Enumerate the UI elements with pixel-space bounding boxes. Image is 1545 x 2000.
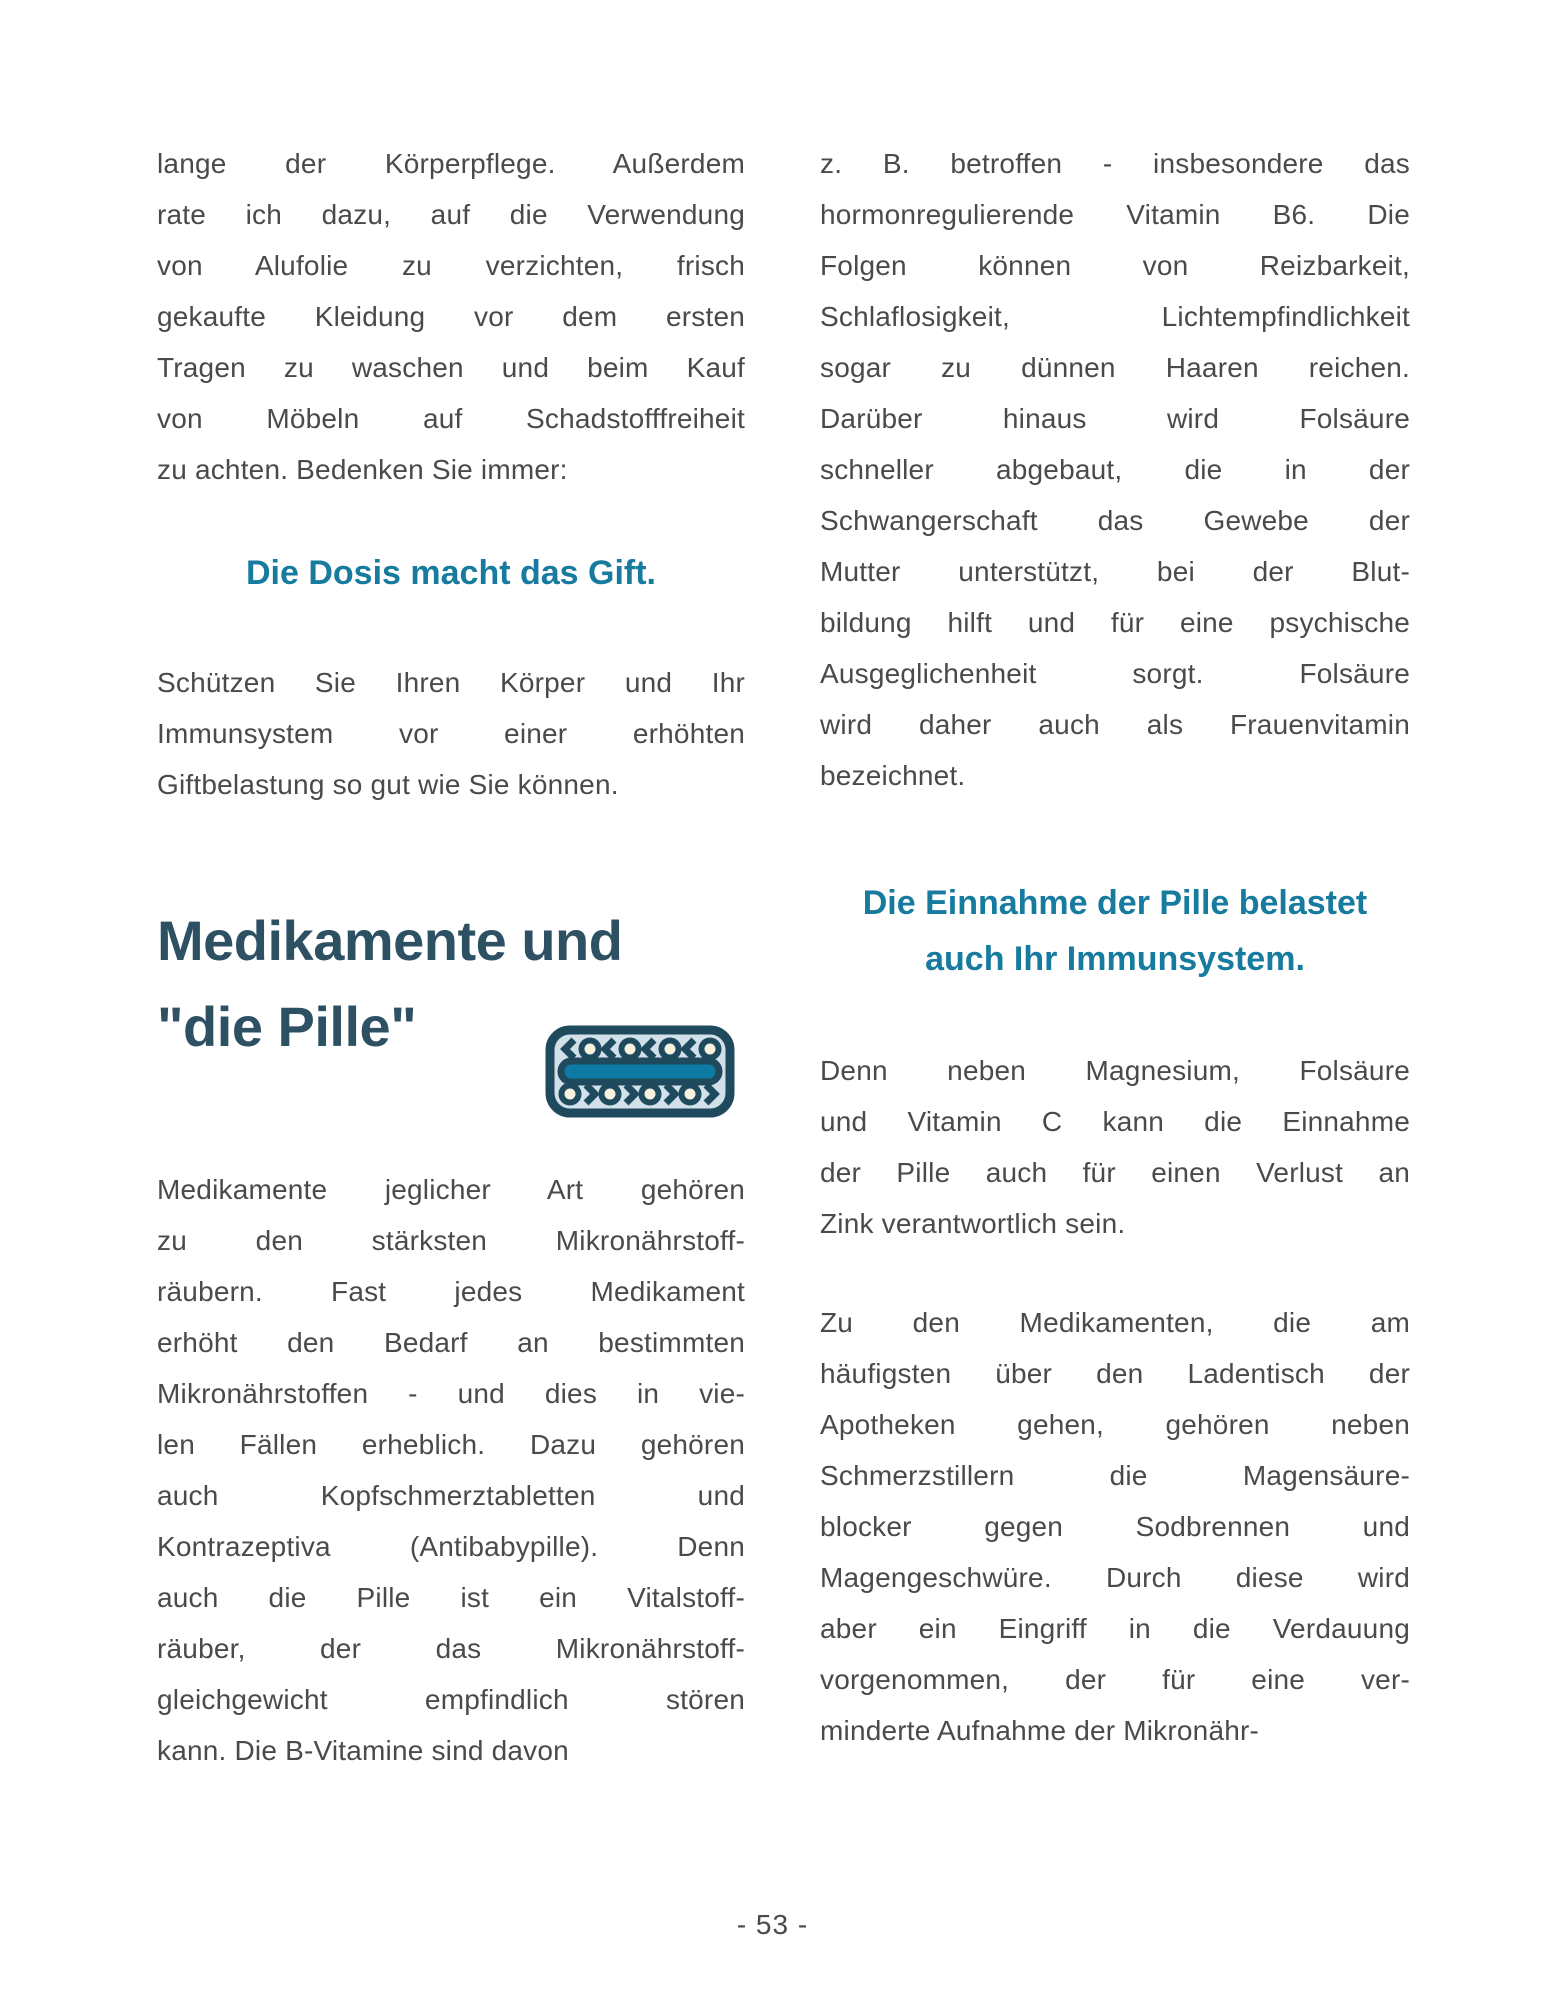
pull-quote-immunsystem: Die Einnahme der Pille belastet auch Ihr Immunsystem. bbox=[862, 884, 1368, 978]
section-title: Medikamente und "die Pille" bbox=[157, 909, 623, 1058]
page-number: - 53 - bbox=[736, 1909, 809, 1940]
pull-quote-dosis: Die Dosis macht das Gift. bbox=[246, 554, 656, 592]
paragraph-toxins: lange der Körperpflege. Außerdem rate ich dazu, auf die Verwendung von Alufolie zu verzichten, frisch gekaufte Kleidung vor dem ersten Tragen zu waschen und beim Kauf von Möbeln auf Schadstofffreiheit zu achten. Bedenken Sie immer: bbox=[157, 148, 745, 485]
section-heading-block bbox=[157, 898, 745, 1074]
paragraph-magensaeure: Zu den Medikamenten, die am häufigsten über den Ladentisch der Apotheken gehen, gehören neben Schmerzstillern die Magensäure- blocker gegen Sodbrennen und Magengeschwüre. Durch diese wird aber ein Eingriff in die Verdauung vorgenommen, der für eine ver- minderte Aufnahme der Mikronähr- bbox=[820, 1307, 1410, 1746]
paragraph-zink: Denn neben Magnesium, Folsäure und Vitamin C kann die Einnahme der Pille auch für einen Verlust an Zink verantwortlich sein. bbox=[820, 1055, 1410, 1239]
right-column bbox=[820, 138, 1410, 1756]
left-column bbox=[157, 138, 745, 1776]
paragraph-medications: Medikamente jeglicher Art gehören zu den stärksten Mikronährstoff- räubern. Fast jedes Medikament erhöht den Bedarf an bestimmten Mikronährstoffen - und dies in vie- len Fällen erheblich. Dazu gehören auch Kopfschmerztabletten und Kontrazeptiva (Antibabypille). Denn auch die Pille ist ein Vitalstoff- räuber, der das Mikronährstoff- gleichgewicht empfindlich stören kann. Die B-Vitamine sind davon bbox=[157, 1174, 745, 1766]
paragraph-vitamin-b6: z. B. betroffen - insbesondere das hormonregulierende Vitamin B6. Die Folgen können von Reizbarkeit, Schlaflosigkeit, Lichtempfindlichkeit sogar zu dünnen Haaren reichen. Darüber hinaus wird Folsäure schneller abgebaut, die in der Schwangerschaft das Gewebe der Mutter unterstützt, bei der Blut- bildung hilft und für eine psychische Ausgeglichenheit sorgt. Folsäure wird daher auch als Frauenvitamin bezeichnet. bbox=[820, 148, 1410, 791]
paragraph-protect: Schützen Sie Ihren Körper und Ihr Immunsystem vor einer erhöhten Giftbelastung so gut wie Sie können. bbox=[157, 667, 745, 800]
pill-blister-icon bbox=[545, 1025, 735, 1118]
